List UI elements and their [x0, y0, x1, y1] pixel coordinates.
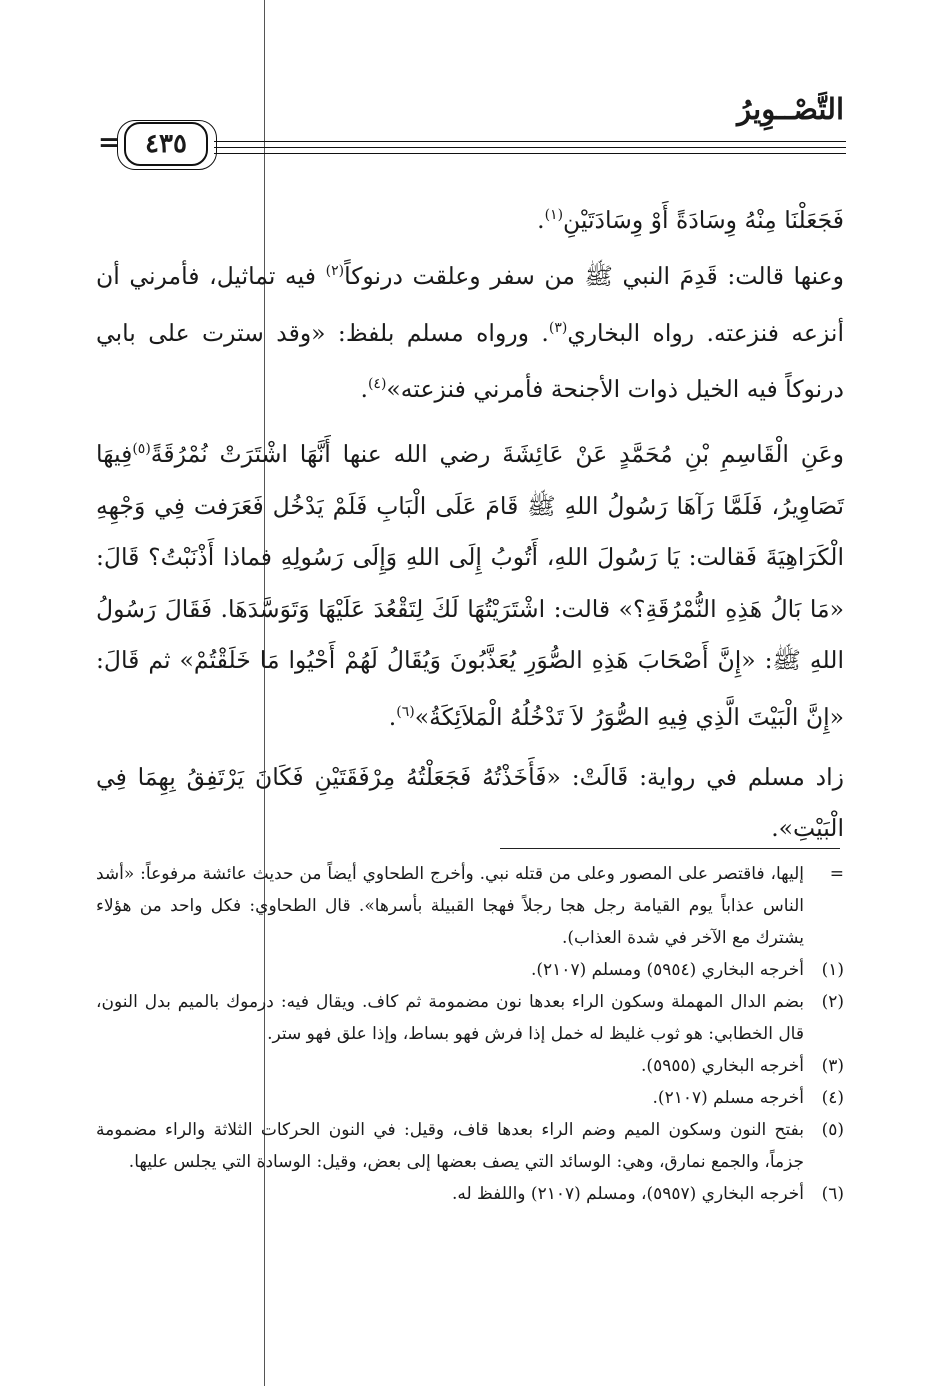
header-rule-bottom	[214, 153, 846, 154]
footnote-separator	[500, 848, 840, 849]
footnote-5: (٥) بفتح النون وسكون الميم وضم الراء بعدها قاف، وقيل: في النون الحركات الثلاثة والراء مضمومة جزماً، والجمع نمارق، وهي: الوسائد التي يصف بعضها إلى بعض، وقيل: الوسادة التي يجلس عليها.	[96, 1120, 844, 1172]
footnote-ref-6: (٦)	[396, 703, 415, 720]
page-number: ٤٣٥	[145, 129, 187, 159]
footnote-3: (٣) أخرجه البخاري (٥٩٥٥).	[641, 1056, 844, 1076]
footnote-1: (١) أخرجه البخاري (٥٩٥٤) ومسلم (٢١٠٧).	[531, 960, 844, 980]
footnote-continuation-marker: =	[829, 864, 844, 884]
running-header-title: التَّصْــوِيرُ	[737, 92, 844, 126]
header-rule-middle	[214, 147, 846, 148]
main-text	[96, 190, 844, 855]
paragraph-3: وعَنِ الْقَاسِمِ بْنِ مُحَمَّدٍ عَنْ عَائِشَةَ رضي الله عنها أَنَّهَا اشْتَرَتْ نُمْرُقَةً$^{(٥)}$فِيهَا تَصَاوِيرُ، فَلَمَّا رَآهَا رَسُولُ اللهِ ﷺ قَامَ عَلَى الْبَابِ فَلَمْ يَدْخُل فَعَرَفت فِي وَجْهِهِ الْكَرَاهِيَةَ فَقالت: يَا رَسُولَ اللهِ، أَتُوبُ إِلَى اللهِ وَإِلَى رَسُولِهِ فماذا أَذْنَبْتُ؟ قَالَ: «مَا بَالُ هَذِهِ النُّمْرُقَةِ؟» قالت: اشْتَرَيْتُهَا لَكَ لِتَقْعُدَ عَلَيْهَا وَتَوَسَّدَهَا. فَقَالَ رَسُولُ اللهِ ﷺ: «إِنَّ أَصْحَابَ هَذِهِ الصُّوَرِ يُعَذَّبُونَ وَيُقَالُ لَهُمْ أَحْيُوا مَا خَلَقْتُمْ» ثم قَالَ: «إِنَّ الْبَيْتَ الَّذِي فِيهِ الصُّوَرُ لاَ تَدْخُلُهُ الْمَلاَئِكَةُ»$^{(٦)}$.	[96, 440, 844, 731]
footnote-ref-4: (٤)	[367, 375, 387, 392]
footnote-ref-3: (٣)	[548, 319, 568, 336]
header-rule-top	[214, 141, 846, 142]
continuation-marker: =	[98, 128, 120, 158]
footnote-ref-1: (١)	[544, 207, 564, 223]
footnote-continuation: = إليها، فاقتصر على المصور وعلى من قتله نبي. وأخرج الطحاوي أيضاً من حديث عائشة مرفوعاً: «أشد الناس عذاباً يوم القيامة رجل هجا رجلاً فهجا القبيلة بأسرها». قال الطحاوي: فكل واحد من هؤلاء يشترك مع الآخر في شدة العذاب).	[96, 858, 844, 954]
paragraph-4: زاد مسلم في رواية: قَالَتْ: «فَأَخَذْتُهُ فَجَعَلْتُهُ مِرْفَقَتَيْنِ فَكَانَ يَرْتَفِقُ بِهِمَا فِي الْبَيْتِ».	[96, 762, 844, 843]
footnote-6: (٦) أخرجه البخاري (٥٩٥٧)، ومسلم (٢١٠٧) واللفظ له.	[451, 1184, 844, 1204]
footnote-ref-5: (٥)	[132, 441, 151, 458]
paragraph-1: فَجَعَلْنَا مِنْهُ وِسَادَةً أَوْ وِسَادَتَيْنِ$^{(١)}$.	[537, 205, 844, 234]
footnote-4: (٤) أخرجه مسلم (٢١٠٧).	[652, 1088, 844, 1108]
paragraph-2: وعنها قالت: قَدِمَ النبي ﷺ من سفر وعلقت درنوكاً$^{(٢)}$ فيه تماثيل، فأمرني أن أنزعه فنزعته. رواه البخاري$^{(٣)}$. ورواه مسلم بلفظ: «وقد سترت على بابي درنوكاً فيه الخيل ذوات الأجنحة فأمرني فنزعته»$^{(٤)}$.	[96, 262, 845, 403]
footnote-2: (٢) بضم الدال المهملة وسكون الراء بعدها نون مضمومة ثم كاف. ويقال فيه: درموك بالميم بدل النون، قال الخطابي: هو ثوب غليظ له خمل إذا فرش فهو بساط، وإذا علق فهو ستر.	[96, 992, 844, 1044]
page-number-box	[124, 122, 208, 166]
footnotes	[96, 858, 844, 1210]
footnote-ref-2: (٢)	[325, 263, 345, 280]
